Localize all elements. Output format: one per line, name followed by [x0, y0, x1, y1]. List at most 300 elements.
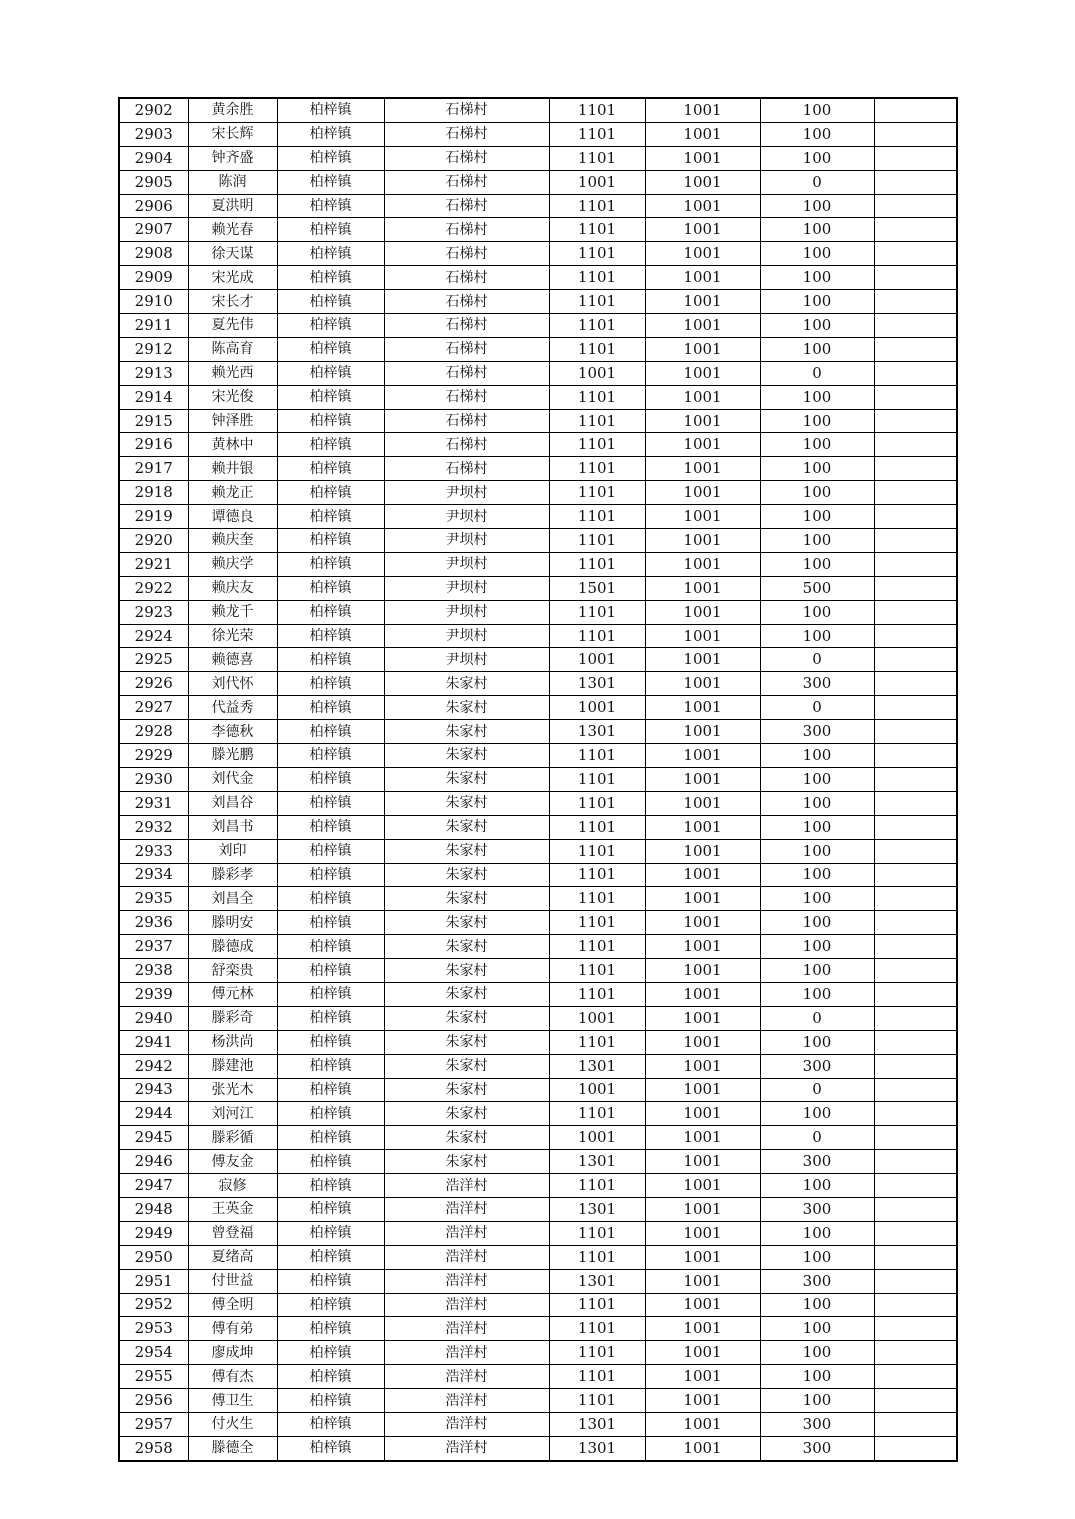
- town-cell: 柏梓镇: [277, 767, 384, 791]
- town-cell: 柏梓镇: [277, 218, 384, 242]
- village-cell: 朱家村: [384, 911, 549, 935]
- village-cell: 朱家村: [384, 1150, 549, 1174]
- value-a-cell: 1101: [549, 1174, 645, 1198]
- town-cell: 柏梓镇: [277, 1293, 384, 1317]
- remarks-cell: [874, 218, 957, 242]
- value-a-cell: 1101: [549, 791, 645, 815]
- village-cell: 石梯村: [384, 337, 549, 361]
- remarks-cell: [874, 1221, 957, 1245]
- difference-cell: 100: [760, 1293, 874, 1317]
- value-b-cell: 1001: [645, 1269, 760, 1293]
- serial-number-cell: 2930: [119, 767, 188, 791]
- value-b-cell: 1001: [645, 1221, 760, 1245]
- value-b-cell: 1001: [645, 720, 760, 744]
- name-cell: 谭德良: [188, 505, 277, 529]
- value-a-cell: 1101: [549, 767, 645, 791]
- town-cell: 柏梓镇: [277, 982, 384, 1006]
- serial-number-cell: 2926: [119, 672, 188, 696]
- village-cell: 石梯村: [384, 409, 549, 433]
- table-row: [119, 720, 957, 744]
- village-cell: 尹坝村: [384, 576, 549, 600]
- value-b-cell: 1001: [645, 1365, 760, 1389]
- town-cell: 柏梓镇: [277, 744, 384, 768]
- town-cell: 柏梓镇: [277, 887, 384, 911]
- value-a-cell: 1001: [549, 1126, 645, 1150]
- table-row: [119, 1389, 957, 1413]
- remarks-cell: [874, 1317, 957, 1341]
- value-a-cell: 1101: [549, 409, 645, 433]
- name-cell: 代益秀: [188, 696, 277, 720]
- value-a-cell: 1101: [549, 242, 645, 266]
- value-a-cell: 1101: [549, 815, 645, 839]
- village-cell: 石梯村: [384, 98, 549, 122]
- table-row: [119, 1365, 957, 1389]
- value-b-cell: 1001: [645, 767, 760, 791]
- difference-cell: 0: [760, 1078, 874, 1102]
- value-b-cell: 1001: [645, 385, 760, 409]
- village-cell: 朱家村: [384, 887, 549, 911]
- value-b-cell: 1001: [645, 791, 760, 815]
- remarks-cell: [874, 1030, 957, 1054]
- village-cell: 浩洋村: [384, 1365, 549, 1389]
- value-b-cell: 1001: [645, 1102, 760, 1126]
- difference-cell: 100: [760, 1030, 874, 1054]
- town-cell: 柏梓镇: [277, 696, 384, 720]
- remarks-cell: [874, 767, 957, 791]
- serial-number-cell: 2945: [119, 1126, 188, 1150]
- value-a-cell: 1101: [549, 552, 645, 576]
- difference-cell: 100: [760, 1365, 874, 1389]
- value-b-cell: 1001: [645, 1054, 760, 1078]
- table-row: [119, 1054, 957, 1078]
- value-b-cell: 1001: [645, 576, 760, 600]
- remarks-cell: [874, 982, 957, 1006]
- name-cell: 滕明安: [188, 911, 277, 935]
- remarks-cell: [874, 959, 957, 983]
- serial-number-cell: 2927: [119, 696, 188, 720]
- record-table-body: [119, 98, 957, 1461]
- name-cell: 曾登福: [188, 1221, 277, 1245]
- value-a-cell: 1101: [549, 457, 645, 481]
- serial-number-cell: 2936: [119, 911, 188, 935]
- name-cell: 傅全明: [188, 1293, 277, 1317]
- town-cell: 柏梓镇: [277, 1436, 384, 1460]
- difference-cell: 100: [760, 1341, 874, 1365]
- table-row: [119, 935, 957, 959]
- difference-cell: 100: [760, 982, 874, 1006]
- difference-cell: 100: [760, 314, 874, 338]
- value-a-cell: 1101: [549, 481, 645, 505]
- remarks-cell: [874, 1341, 957, 1365]
- serial-number-cell: 2938: [119, 959, 188, 983]
- value-a-cell: 1101: [549, 1293, 645, 1317]
- value-b-cell: 1001: [645, 1030, 760, 1054]
- value-b-cell: 1001: [645, 1006, 760, 1030]
- difference-cell: 0: [760, 648, 874, 672]
- value-a-cell: 1001: [549, 361, 645, 385]
- remarks-cell: [874, 457, 957, 481]
- value-b-cell: 1001: [645, 744, 760, 768]
- difference-cell: 100: [760, 863, 874, 887]
- value-a-cell: 1001: [549, 1006, 645, 1030]
- serial-number-cell: 2935: [119, 887, 188, 911]
- serial-number-cell: 2929: [119, 744, 188, 768]
- name-cell: 滕彩孝: [188, 863, 277, 887]
- value-a-cell: 1301: [549, 720, 645, 744]
- village-cell: 朱家村: [384, 1030, 549, 1054]
- value-a-cell: 1101: [549, 218, 645, 242]
- serial-number-cell: 2933: [119, 839, 188, 863]
- serial-number-cell: 2940: [119, 1006, 188, 1030]
- remarks-cell: [874, 648, 957, 672]
- village-cell: 石梯村: [384, 433, 549, 457]
- village-cell: 朱家村: [384, 982, 549, 1006]
- remarks-cell: [874, 1126, 957, 1150]
- town-cell: 柏梓镇: [277, 170, 384, 194]
- value-a-cell: 1101: [549, 1030, 645, 1054]
- table-row: [119, 552, 957, 576]
- name-cell: 宋光成: [188, 266, 277, 290]
- name-cell: 夏洪明: [188, 194, 277, 218]
- value-b-cell: 1001: [645, 361, 760, 385]
- table-row: [119, 1341, 957, 1365]
- value-a-cell: 1101: [549, 744, 645, 768]
- serial-number-cell: 2922: [119, 576, 188, 600]
- name-cell: 宋长辉: [188, 122, 277, 146]
- village-cell: 石梯村: [384, 385, 549, 409]
- value-b-cell: 1001: [645, 1317, 760, 1341]
- town-cell: 柏梓镇: [277, 1006, 384, 1030]
- town-cell: 柏梓镇: [277, 1126, 384, 1150]
- town-cell: 柏梓镇: [277, 1078, 384, 1102]
- value-a-cell: 1101: [549, 98, 645, 122]
- remarks-cell: [874, 1174, 957, 1198]
- value-a-cell: 1101: [549, 122, 645, 146]
- value-b-cell: 1001: [645, 982, 760, 1006]
- value-a-cell: 1101: [549, 385, 645, 409]
- difference-cell: 100: [760, 337, 874, 361]
- value-b-cell: 1001: [645, 1174, 760, 1198]
- village-cell: 浩洋村: [384, 1245, 549, 1269]
- record-table: [118, 97, 958, 1462]
- table-row: [119, 624, 957, 648]
- town-cell: 柏梓镇: [277, 290, 384, 314]
- remarks-cell: [874, 433, 957, 457]
- town-cell: 柏梓镇: [277, 194, 384, 218]
- remarks-cell: [874, 1412, 957, 1436]
- difference-cell: 0: [760, 170, 874, 194]
- table-row: [119, 1006, 957, 1030]
- value-b-cell: 1001: [645, 600, 760, 624]
- town-cell: 柏梓镇: [277, 672, 384, 696]
- value-b-cell: 1001: [645, 911, 760, 935]
- name-cell: 傅卫生: [188, 1389, 277, 1413]
- village-cell: 朱家村: [384, 744, 549, 768]
- name-cell: 刘昌全: [188, 887, 277, 911]
- table-row: [119, 576, 957, 600]
- name-cell: 赖井银: [188, 457, 277, 481]
- town-cell: 柏梓镇: [277, 481, 384, 505]
- village-cell: 石梯村: [384, 457, 549, 481]
- serial-number-cell: 2919: [119, 505, 188, 529]
- village-cell: 尹坝村: [384, 600, 549, 624]
- remarks-cell: [874, 887, 957, 911]
- remarks-cell: [874, 791, 957, 815]
- name-cell: 刘昌书: [188, 815, 277, 839]
- village-cell: 浩洋村: [384, 1341, 549, 1365]
- value-a-cell: 1101: [549, 290, 645, 314]
- serial-number-cell: 2957: [119, 1412, 188, 1436]
- value-b-cell: 1001: [645, 1245, 760, 1269]
- village-cell: 浩洋村: [384, 1436, 549, 1460]
- value-b-cell: 1001: [645, 887, 760, 911]
- value-b-cell: 1001: [645, 122, 760, 146]
- difference-cell: 300: [760, 1150, 874, 1174]
- town-cell: 柏梓镇: [277, 1150, 384, 1174]
- town-cell: 柏梓镇: [277, 720, 384, 744]
- serial-number-cell: 2921: [119, 552, 188, 576]
- remarks-cell: [874, 935, 957, 959]
- remarks-cell: [874, 1197, 957, 1221]
- difference-cell: 100: [760, 433, 874, 457]
- table-row: [119, 1245, 957, 1269]
- name-cell: 黄余胜: [188, 98, 277, 122]
- value-a-cell: 1101: [549, 887, 645, 911]
- value-b-cell: 1001: [645, 1126, 760, 1150]
- serial-number-cell: 2913: [119, 361, 188, 385]
- remarks-cell: [874, 361, 957, 385]
- town-cell: 柏梓镇: [277, 146, 384, 170]
- table-row: [119, 648, 957, 672]
- town-cell: 柏梓镇: [277, 505, 384, 529]
- table-row: [119, 146, 957, 170]
- remarks-cell: [874, 1054, 957, 1078]
- difference-cell: 100: [760, 98, 874, 122]
- table-row: [119, 194, 957, 218]
- name-cell: 刘代金: [188, 767, 277, 791]
- remarks-cell: [874, 911, 957, 935]
- village-cell: 朱家村: [384, 720, 549, 744]
- table-row: [119, 1317, 957, 1341]
- remarks-cell: [874, 481, 957, 505]
- village-cell: 石梯村: [384, 146, 549, 170]
- village-cell: 浩洋村: [384, 1221, 549, 1245]
- table-row: [119, 863, 957, 887]
- village-cell: 朱家村: [384, 1126, 549, 1150]
- value-a-cell: 1101: [549, 935, 645, 959]
- village-cell: 石梯村: [384, 314, 549, 338]
- difference-cell: 100: [760, 1174, 874, 1198]
- remarks-cell: [874, 576, 957, 600]
- town-cell: 柏梓镇: [277, 959, 384, 983]
- serial-number-cell: 2952: [119, 1293, 188, 1317]
- remarks-cell: [874, 290, 957, 314]
- table-row: [119, 1030, 957, 1054]
- value-b-cell: 1001: [645, 194, 760, 218]
- table-row: [119, 505, 957, 529]
- town-cell: 柏梓镇: [277, 1245, 384, 1269]
- name-cell: 傅元林: [188, 982, 277, 1006]
- name-cell: 滕光鹏: [188, 744, 277, 768]
- difference-cell: 100: [760, 839, 874, 863]
- difference-cell: 100: [760, 529, 874, 553]
- serial-number-cell: 2951: [119, 1269, 188, 1293]
- name-cell: 黄林中: [188, 433, 277, 457]
- remarks-cell: [874, 600, 957, 624]
- town-cell: 柏梓镇: [277, 624, 384, 648]
- value-b-cell: 1001: [645, 935, 760, 959]
- value-a-cell: 1101: [549, 266, 645, 290]
- remarks-cell: [874, 624, 957, 648]
- serial-number-cell: 2953: [119, 1317, 188, 1341]
- serial-number-cell: 2931: [119, 791, 188, 815]
- difference-cell: 100: [760, 409, 874, 433]
- difference-cell: 100: [760, 935, 874, 959]
- remarks-cell: [874, 1150, 957, 1174]
- difference-cell: 100: [760, 122, 874, 146]
- village-cell: 石梯村: [384, 218, 549, 242]
- town-cell: 柏梓镇: [277, 1389, 384, 1413]
- value-b-cell: 1001: [645, 433, 760, 457]
- name-cell: 付火生: [188, 1412, 277, 1436]
- value-b-cell: 1001: [645, 552, 760, 576]
- table-row: [119, 815, 957, 839]
- value-a-cell: 1101: [549, 863, 645, 887]
- table-row: [119, 529, 957, 553]
- serial-number-cell: 2925: [119, 648, 188, 672]
- remarks-cell: [874, 385, 957, 409]
- difference-cell: 100: [760, 1102, 874, 1126]
- value-b-cell: 1001: [645, 98, 760, 122]
- village-cell: 浩洋村: [384, 1197, 549, 1221]
- remarks-cell: [874, 122, 957, 146]
- town-cell: 柏梓镇: [277, 457, 384, 481]
- value-b-cell: 1001: [645, 146, 760, 170]
- serial-number-cell: 2943: [119, 1078, 188, 1102]
- remarks-cell: [874, 672, 957, 696]
- serial-number-cell: 2908: [119, 242, 188, 266]
- value-b-cell: 1001: [645, 839, 760, 863]
- value-a-cell: 1101: [549, 146, 645, 170]
- difference-cell: 0: [760, 696, 874, 720]
- name-cell: 滕德全: [188, 1436, 277, 1460]
- remarks-cell: [874, 529, 957, 553]
- name-cell: 赖光西: [188, 361, 277, 385]
- town-cell: 柏梓镇: [277, 1197, 384, 1221]
- difference-cell: 100: [760, 505, 874, 529]
- value-a-cell: 1301: [549, 1197, 645, 1221]
- town-cell: 柏梓镇: [277, 242, 384, 266]
- difference-cell: 100: [760, 457, 874, 481]
- serial-number-cell: 2909: [119, 266, 188, 290]
- village-cell: 朱家村: [384, 767, 549, 791]
- table-row: [119, 1293, 957, 1317]
- remarks-cell: [874, 696, 957, 720]
- difference-cell: 300: [760, 1412, 874, 1436]
- name-cell: 赖龙千: [188, 600, 277, 624]
- remarks-cell: [874, 863, 957, 887]
- village-cell: 朱家村: [384, 1102, 549, 1126]
- village-cell: 石梯村: [384, 194, 549, 218]
- value-b-cell: 1001: [645, 1436, 760, 1460]
- value-a-cell: 1101: [549, 505, 645, 529]
- value-a-cell: 1101: [549, 1317, 645, 1341]
- value-a-cell: 1301: [549, 1412, 645, 1436]
- value-a-cell: 1101: [549, 1102, 645, 1126]
- village-cell: 尹坝村: [384, 624, 549, 648]
- table-row: [119, 98, 957, 122]
- value-b-cell: 1001: [645, 1341, 760, 1365]
- village-cell: 石梯村: [384, 242, 549, 266]
- remarks-cell: [874, 744, 957, 768]
- value-b-cell: 1001: [645, 648, 760, 672]
- name-cell: 徐天谋: [188, 242, 277, 266]
- difference-cell: 100: [760, 791, 874, 815]
- village-cell: 朱家村: [384, 935, 549, 959]
- remarks-cell: [874, 314, 957, 338]
- difference-cell: 300: [760, 1197, 874, 1221]
- table-row: [119, 170, 957, 194]
- value-a-cell: 1101: [549, 1245, 645, 1269]
- difference-cell: 300: [760, 1269, 874, 1293]
- table-row: [119, 1078, 957, 1102]
- name-cell: 滕彩循: [188, 1126, 277, 1150]
- remarks-cell: [874, 1102, 957, 1126]
- value-a-cell: 1101: [549, 911, 645, 935]
- difference-cell: 100: [760, 242, 874, 266]
- value-a-cell: 1301: [549, 672, 645, 696]
- name-cell: 赖庆奎: [188, 529, 277, 553]
- serial-number-cell: 2904: [119, 146, 188, 170]
- value-b-cell: 1001: [645, 529, 760, 553]
- serial-number-cell: 2911: [119, 314, 188, 338]
- serial-number-cell: 2948: [119, 1197, 188, 1221]
- value-b-cell: 1001: [645, 1078, 760, 1102]
- village-cell: 浩洋村: [384, 1412, 549, 1436]
- table-row: [119, 1102, 957, 1126]
- value-b-cell: 1001: [645, 1150, 760, 1174]
- town-cell: 柏梓镇: [277, 911, 384, 935]
- value-b-cell: 1001: [645, 505, 760, 529]
- difference-cell: 0: [760, 361, 874, 385]
- name-cell: 寂修: [188, 1174, 277, 1198]
- value-a-cell: 1001: [549, 1078, 645, 1102]
- town-cell: 柏梓镇: [277, 314, 384, 338]
- difference-cell: 100: [760, 481, 874, 505]
- difference-cell: 100: [760, 194, 874, 218]
- town-cell: 柏梓镇: [277, 863, 384, 887]
- value-a-cell: 1001: [549, 170, 645, 194]
- difference-cell: 100: [760, 552, 874, 576]
- value-a-cell: 1101: [549, 529, 645, 553]
- town-cell: 柏梓镇: [277, 1174, 384, 1198]
- town-cell: 柏梓镇: [277, 361, 384, 385]
- village-cell: 浩洋村: [384, 1174, 549, 1198]
- serial-number-cell: 2916: [119, 433, 188, 457]
- name-cell: 陈润: [188, 170, 277, 194]
- value-b-cell: 1001: [645, 481, 760, 505]
- village-cell: 朱家村: [384, 1078, 549, 1102]
- difference-cell: 300: [760, 672, 874, 696]
- town-cell: 柏梓镇: [277, 552, 384, 576]
- remarks-cell: [874, 1365, 957, 1389]
- table-row: [119, 1269, 957, 1293]
- remarks-cell: [874, 409, 957, 433]
- difference-cell: 0: [760, 1006, 874, 1030]
- value-b-cell: 1001: [645, 1389, 760, 1413]
- value-a-cell: 1001: [549, 648, 645, 672]
- value-b-cell: 1001: [645, 409, 760, 433]
